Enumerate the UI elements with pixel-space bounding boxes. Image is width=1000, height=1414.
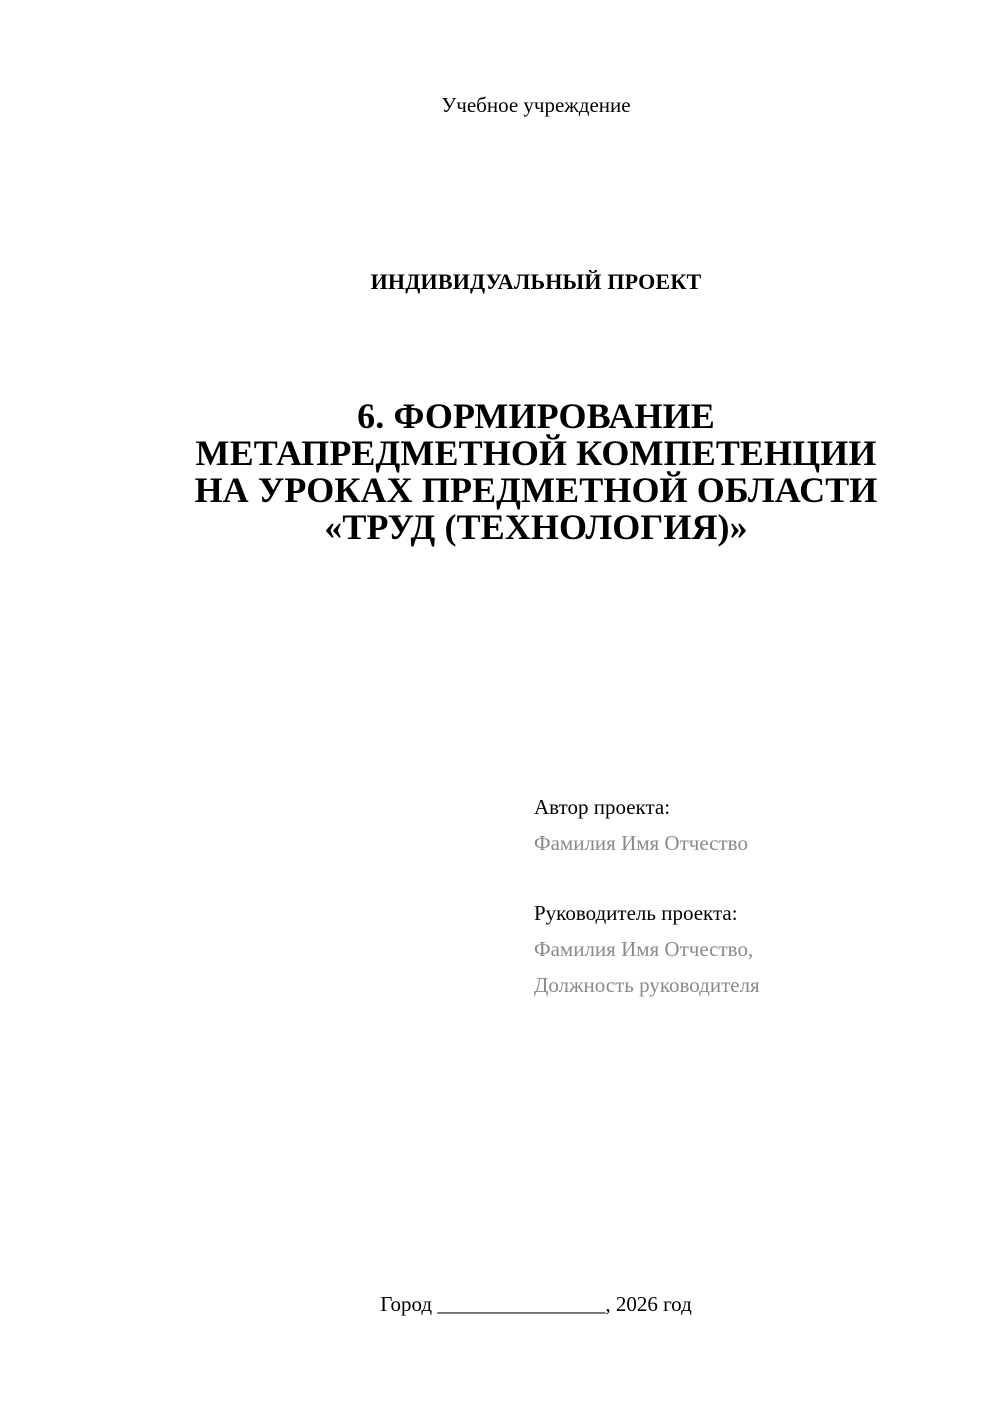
title-line: МЕТАПРЕДМЕТНОЙ КОМПЕТЕНЦИИ bbox=[195, 433, 877, 473]
author-name-placeholder: Фамилия Имя Отчество bbox=[534, 831, 748, 855]
city-year-line: Город ________________, 2026 год bbox=[380, 1292, 692, 1316]
institution-name: Учебное учреждение bbox=[441, 93, 631, 117]
credits-block bbox=[534, 789, 974, 1003]
author-label: Автор проекта: bbox=[534, 795, 671, 819]
supervisor-position-placeholder: Должность руководителя bbox=[534, 973, 760, 997]
title-line: НА УРОКАХ ПРЕДМЕТНОЙ ОБЛАСТИ bbox=[194, 470, 878, 510]
spacer bbox=[534, 861, 974, 895]
project-type-heading: ИНДИВИДУАЛЬНЫЙ ПРОЕКТ bbox=[370, 269, 702, 294]
supervisor-label: Руководитель проекта: bbox=[534, 901, 738, 925]
title-line: «ТРУД (ТЕХНОЛОГИЯ)» bbox=[324, 507, 748, 547]
supervisor-name-placeholder: Фамилия Имя Отчество, bbox=[534, 937, 754, 961]
title-line: 6. ФОРМИРОВАНИЕ bbox=[357, 396, 715, 436]
project-title bbox=[120, 398, 952, 546]
